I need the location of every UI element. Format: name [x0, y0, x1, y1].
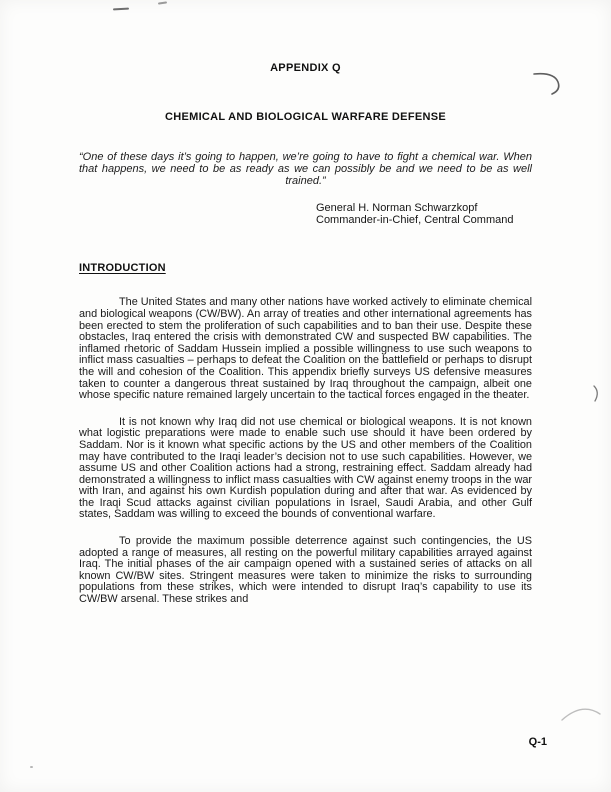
page-content [79, 62, 532, 606]
scan-artifact-dash-2 [158, 1, 167, 4]
section-heading-introduction: INTRODUCTION [79, 262, 166, 275]
scan-artifact-dot [30, 766, 33, 768]
scan-artifact-hook-icon [532, 70, 566, 104]
paragraph-2: It is not known why Iraq did not use chemical or biological weapons. It is not known what logistic preparations were made to enable such use should it have been ordered by Saddam. Nor is it known what specific actions by the US and other members of the Coalition may have contributed to the Iraqi leader’s decision not to use such capabilities. However, we assume US and other Coalition actions had a strong, restraining effect. Saddam already had demonstrated a willingness to inflict mass casualties with CW against enemy troops in the war with Iran, and against his own Kurdish population during and after that war. As evidenced by the Iraqi Scud attacks against civilian populations in Israel, Saudi Arabia, and other Gulf states, Saddam was willing to exceed the bounds of conventional warfare. [79, 415, 532, 521]
quote-attribution [316, 202, 532, 226]
attribution-role: Commander-in-Chief, Central Command [316, 214, 514, 227]
scan-artifact-dash-1 [113, 8, 129, 11]
page-number: Q-1 [528, 736, 547, 748]
scan-artifact-curve-icon [560, 700, 604, 726]
paragraph-3: To provide the maximum possible deterrence against such contingencies, the US adopted a range of measures, all resting on the powerful military capabilities arrayed against Iraq. The initial phases of the air campaign opened with a sustained series of attacks on all known CW/BW sites. Stringent measures were taken to minimize the risks to surrounding populations from these strikes, which were intended to disrupt Iraq’s capability to use its CW/BW arsenal. These strikes and [79, 535, 532, 606]
appendix-label: APPENDIX Q [270, 62, 341, 74]
scan-artifact-tick-icon [590, 384, 604, 404]
epigraph-quote: “One of these days it’s going to happen, we’re going to have to fight a chemical war. When that happens, we need to be as ready as we can possibly be and we need to be as well trained.” [79, 151, 532, 187]
document-title: CHEMICAL AND BIOLOGICAL WARFARE DEFENSE [164, 111, 446, 123]
attribution-name: General H. Norman Schwarzkopf [316, 202, 478, 215]
paragraph-1: The United States and many other nations have worked actively to eliminate chemical and biological weapons (CW/BW). An array of treaties and other international agreements has been erected to stem the proliferation of such capabilities and to ban their use. Despite these obstacles, Iraq entered the crisis with demonstrated CW and suspected BW capabilities. The inflamed rhetoric of Saddam Hussein implied a possible willingness to use such weapons to inflict mass casualties – perhaps to defeat the Coalition on the battlefield or perhaps to disrupt the will and cohesion of the Coalition. This appendix briefly surveys US defensive measures taken to counter a dangerous threat sustained by Iraq throughout the campaign, albeit one whose specific nature remained largely uncertain to the tactical forces engaged in the theater. [79, 296, 532, 402]
